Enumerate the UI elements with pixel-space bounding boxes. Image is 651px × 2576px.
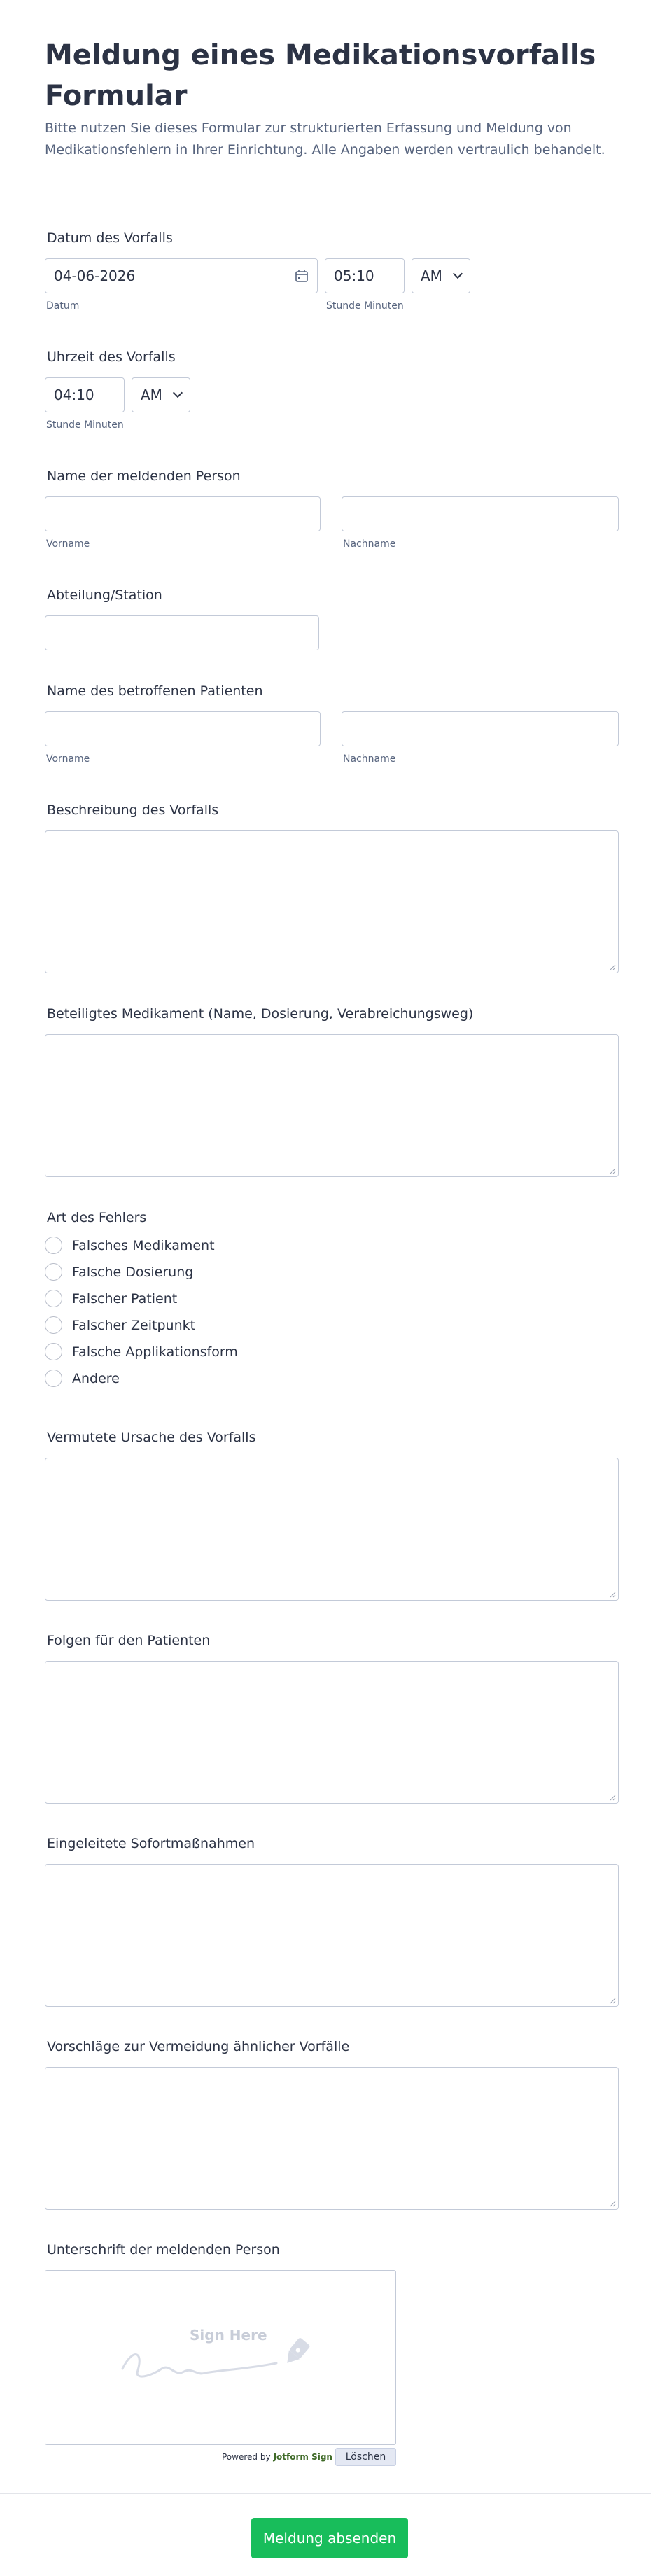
resize-handle-icon[interactable]	[609, 2200, 616, 2207]
clear-signature-button[interactable]	[335, 2448, 396, 2466]
radio-label: Falscher Patient	[72, 1290, 178, 1307]
date-sublabel: Datum	[46, 300, 80, 312]
patient-last-name-input[interactable]	[342, 711, 619, 746]
reporter-name-label: Name der meldenden Person	[47, 468, 241, 484]
measures-label: Eingeleitete Sofortmaßnahmen	[47, 1836, 255, 1851]
chevron-down-icon	[453, 269, 463, 279]
signature-label: Unterschrift der meldenden Person	[47, 2242, 280, 2257]
reporter-last-sublabel: Nachname	[343, 538, 396, 550]
medication-textarea[interactable]	[45, 1034, 619, 1177]
signature-pad[interactable]	[45, 2270, 396, 2445]
form-header	[0, 0, 651, 195]
radio-option[interactable]	[45, 1263, 193, 1281]
resize-handle-icon[interactable]	[609, 1591, 616, 1598]
cause-textarea[interactable]	[45, 1458, 619, 1601]
medication-label: Beteiligtes Medikament (Name, Dosierung, Verabreichungsweg)	[47, 1006, 474, 1022]
description-label: Beschreibung des Vorfalls	[47, 802, 219, 818]
time-ampm-select[interactable]	[132, 377, 190, 412]
patient-first-sublabel: Vorname	[46, 753, 90, 765]
incident-time-field	[45, 349, 612, 440]
form-description: Bitte nutzen Sie dieses Formular zur strukturierten Erfassung und Meldung von Medikationsfehlern in Ihrer Einrichtung. Alle Angaben werden vertraulich behandelt.	[45, 120, 606, 158]
patient-first-name-input[interactable]	[45, 711, 321, 746]
date-time-sublabel: Stunde Minuten	[326, 300, 404, 312]
patient-name-label: Name des betroffenen Patienten	[47, 683, 263, 699]
time-input[interactable]	[45, 377, 125, 412]
reporter-name-field	[45, 468, 619, 559]
description-textarea[interactable]	[45, 830, 619, 973]
radio-option[interactable]	[45, 1237, 215, 1254]
cause-field	[45, 1430, 619, 1605]
resize-handle-icon[interactable]	[609, 1167, 616, 1174]
resize-handle-icon[interactable]	[609, 963, 616, 970]
signature-field	[45, 2242, 409, 2466]
consequences-textarea[interactable]	[45, 1661, 619, 1804]
form-title: Meldung eines Medikationsvorfalls Formular	[45, 39, 596, 112]
resize-handle-icon[interactable]	[609, 1794, 616, 1801]
reporter-first-name-input[interactable]	[45, 496, 321, 531]
calendar-icon[interactable]	[295, 269, 309, 283]
signature-placeholder-icon	[46, 2271, 397, 2446]
prevention-label: Vorschläge zur Vermeidung ähnlicher Vorfälle	[47, 2039, 350, 2054]
radio-label: Falscher Zeitpunkt	[72, 1317, 196, 1333]
clear-signature-label: Löschen	[345, 2451, 386, 2463]
date-time-value: 05:10	[334, 267, 374, 284]
cause-label: Vermutete Ursache des Vorfalls	[47, 1430, 256, 1445]
radio-button[interactable]	[45, 1370, 62, 1387]
measures-textarea[interactable]	[45, 1864, 619, 2007]
powered-by	[222, 2452, 332, 2462]
chevron-down-icon	[173, 388, 183, 398]
error-type-label: Art des Fehlers	[47, 1210, 147, 1225]
incident-time-label: Uhrzeit des Vorfalls	[47, 349, 176, 365]
time-value: 04:10	[54, 387, 94, 403]
radio-button[interactable]	[45, 1343, 62, 1360]
radio-label: Falsches Medikament	[72, 1237, 215, 1253]
radio-option[interactable]	[45, 1316, 195, 1334]
radio-button[interactable]	[45, 1263, 62, 1281]
submit-button[interactable]	[251, 2518, 408, 2558]
reporter-first-sublabel: Vorname	[46, 538, 90, 550]
radio-option[interactable]	[45, 1290, 177, 1307]
time-ampm-value: AM	[141, 387, 162, 403]
powered-by-prefix: Powered by	[222, 2452, 271, 2462]
submit-label: Meldung absenden	[262, 2530, 397, 2547]
footer-divider	[0, 2493, 651, 2494]
reporter-last-name-input[interactable]	[342, 496, 619, 531]
date-input[interactable]	[45, 258, 318, 293]
incident-date-field	[45, 230, 612, 321]
date-ampm-value: AM	[421, 267, 442, 284]
resize-handle-icon[interactable]	[609, 1997, 616, 2004]
date-ampm-select[interactable]	[412, 258, 470, 293]
department-field	[45, 587, 325, 657]
measures-field	[45, 1836, 619, 2011]
prevention-textarea[interactable]	[45, 2067, 619, 2210]
radio-label: Falsche Dosierung	[72, 1264, 194, 1280]
radio-button[interactable]	[45, 1237, 62, 1254]
department-input[interactable]	[45, 615, 319, 650]
incident-date-label: Datum des Vorfalls	[47, 230, 173, 246]
radio-option[interactable]	[45, 1343, 238, 1360]
prevention-field	[45, 2039, 619, 2214]
consequences-label: Folgen für den Patienten	[47, 1633, 211, 1648]
medication-field	[45, 1006, 619, 1181]
radio-button[interactable]	[45, 1316, 62, 1334]
department-label: Abteilung/Station	[47, 587, 162, 603]
patient-name-field	[45, 683, 619, 774]
radio-label: Falsche Applikationsform	[72, 1344, 238, 1360]
date-time-input[interactable]	[325, 258, 405, 293]
consequences-field	[45, 1633, 619, 1808]
radio-label: Andere	[72, 1370, 120, 1386]
time-sublabel: Stunde Minuten	[46, 419, 124, 431]
radio-option[interactable]	[45, 1370, 120, 1387]
signature-placeholder-text: Sign Here	[190, 2327, 267, 2344]
radio-button[interactable]	[45, 1290, 62, 1307]
form-body	[0, 195, 651, 2576]
patient-last-sublabel: Nachname	[343, 753, 396, 765]
powered-by-brand[interactable]: Jotform Sign	[273, 2452, 332, 2462]
error-type-field	[45, 1210, 465, 1406]
description-field	[45, 802, 619, 977]
date-value: 04-06-2026	[54, 267, 136, 284]
